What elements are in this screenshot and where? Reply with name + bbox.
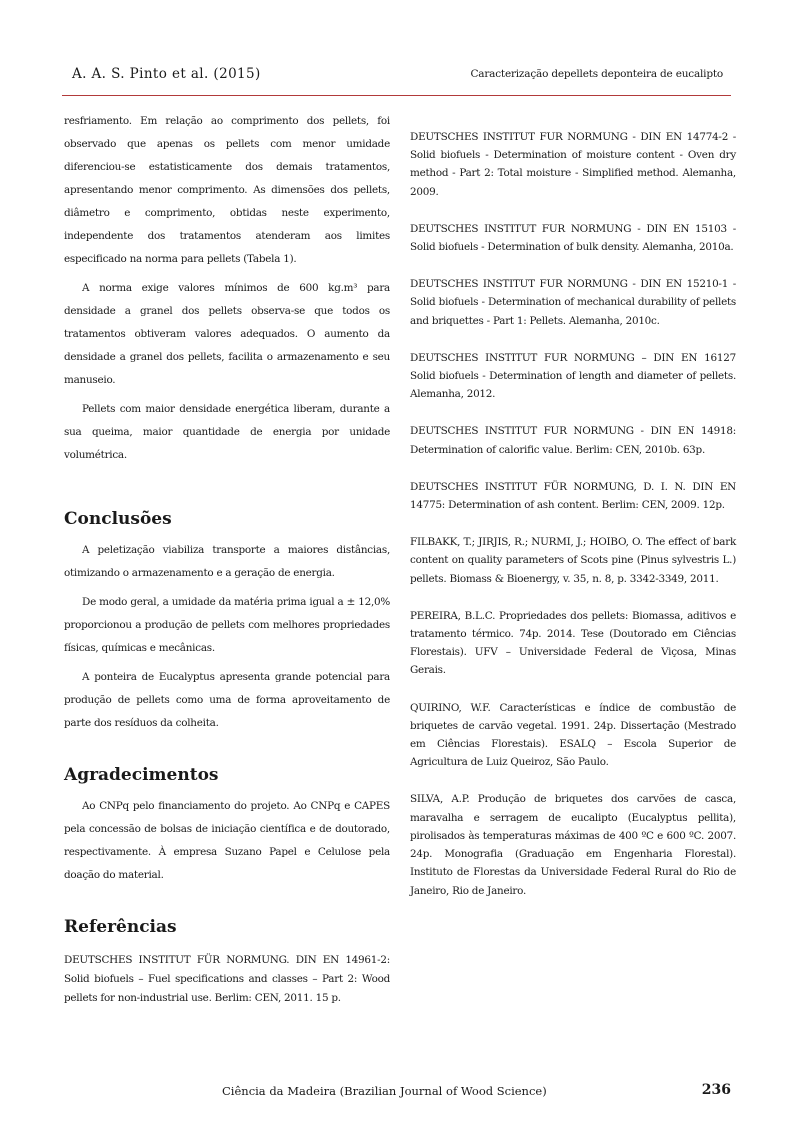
paragraph-acknowledgements: Ao CNPq pelo financiamento do projeto. Ao CNPq e CAPES pela concessão de bolsas de iniciação científica e de doutorado, respectivamente. À empresa Suzano Papel e Celulose pela doação do material. xyxy=(64,800,390,881)
section-title-agradecimentos: Agradecimentos xyxy=(64,765,219,785)
paragraph-results-length: resfriamento. Em relação ao comprimento dos pellets, foi observado que apenas os pellets com menor umidade diferenciou-se estatisticamente dos demais tratamentos, apresentando menor comprimento. As dimensões dos pellets, diâmetro e comprimento, obtidas neste experimento, independente dos tratamentos atenderam aos limites especificado na norma para pellets (Tabela 1). xyxy=(64,115,390,265)
running-header-authors: A. A. S. Pinto et al. (2015) xyxy=(72,66,261,82)
reference-item: DEUTSCHES INSTITUT FÜR NORMUNG, D. I. N. DIN EN 14775: Determination of ash content. Berlim: CEN, 2009. 12p. xyxy=(410,480,736,512)
reference-item: SILVA, A.P. Produção de briquetes dos carvões de casca, maravalha e serragem de eucalipto (Eucalyptus pellita), pirolisados às temperaturas máximas de 400 ºC e 600 ºC. 2007. 24p. Monografia (Graduação em Engenharia Florestal). Instituto de Florestas da Universidade Federal Rural do Rio de Janeiro, Rio de Janeiro. xyxy=(410,793,736,897)
reference-item: DEUTSCHES INSTITUT FUR NORMUNG – DIN EN 16127 Solid biofuels - Determination of length and diameter of pellets. Alemanha, 2012. xyxy=(410,351,736,401)
page-number: 236 xyxy=(701,1082,731,1098)
reference-item: DEUTSCHES INSTITUT FUR NORMUNG - DIN EN 14918: Determination of calorific value. Berlim: CEN, 2010b. 63p. xyxy=(410,425,736,456)
paragraph-results-density: A norma exige valores mínimos de 600 kg.m³ para densidade a granel dos pellets observa-se que todos os tratamentos obtiveram valores adequados. O aumento da densidade a granel dos pellets, facilita o armazenamento e seu manuseio. xyxy=(64,282,390,386)
right-column-references xyxy=(410,128,736,919)
reference-item: DEUTSCHES INSTITUT FUR NORMUNG - DIN EN 15210-1 - Solid biofuels - Determination of mechanical durability of pellets and briquettes - Part 1: Pellets. Alemanha, 2010c. xyxy=(410,278,736,327)
paragraph-conclusion-3: A ponteira de Eucalyptus apresenta grande potencial para produção de pellets como uma de forma aproveitamento de parte dos resíduos da colheita. xyxy=(64,671,390,729)
reference-item: DEUTSCHES INSTITUT FUR NORMUNG - DIN EN 14774-2 - Solid biofuels - Determination of moisture content - Oven dry method - Part 2: Total moisture - Simplified method. Alemanha, 2009. xyxy=(410,131,736,198)
reference-item: DEUTSCHES INSTITUT FUR NORMUNG - DIN EN 15103 - Solid biofuels - Determination of bulk density. Alemanha, 2010a. xyxy=(410,222,736,254)
paragraph-conclusion-2: De modo geral, a umidade da matéria prima igual a ± 12,0% proporcionou a produção de pellets com melhores propriedades físicas, químicas e mecânicas. xyxy=(64,596,390,654)
reference-item: PEREIRA, B.L.C. Propriedades dos pellets: Biomassa, aditivos e tratamento térmico. 74p. 2014. Tese (Doutorado em Ciências Florestais). UFV – Universidade Federal de Viçosa, Minas Gerais. xyxy=(410,609,736,677)
left-column xyxy=(64,110,390,1027)
reference-item: FILBAKK, T.; JIRJIS, R.; NURMI, J.; HOIBO, O. The effect of bark content on quality parameters of Scots pine (Pinus sylvestris L.) pellets. Biomass & Bioenergy, v. 35, n. 8, p. 3342-3349, 2011. xyxy=(410,536,736,585)
section-title-conclusoes: Conclusões xyxy=(64,509,172,529)
section-title-referencias: Referências xyxy=(64,917,177,937)
running-header-title: Caracterização depellets deponteira de eucalipto xyxy=(470,68,723,80)
header-rule xyxy=(62,95,731,96)
reference-item: QUIRINO, W.F. Características e índice de combustão de briquetes de carvão vegetal. 1991. 24p. Dissertação (Mestrado em Ciências Florestais). ESALQ – Escola Superior de Agricultura de Luiz Queiroz, São Paulo. xyxy=(410,701,736,769)
reference-item: DEUTSCHES INSTITUT FÜR NORMUNG. DIN EN 14961-2: Solid biofuels – Fuel specifications and classes – Part 2: Wood pellets for non-industrial use. Berlim: CEN, 2011. 15 p. xyxy=(64,954,390,1004)
paragraph-results-energy: Pellets com maior densidade energética liberam, durante a sua queima, maior quantidade de energia por unidade volumétrica. xyxy=(64,403,390,461)
paragraph-conclusion-1: A peletização viabiliza transporte a maiores distâncias, otimizando o armazenamento e a geração de energia. xyxy=(64,544,390,579)
footer-journal-name: Ciência da Madeira (Brazilian Journal of Wood Science) xyxy=(222,1084,547,1098)
